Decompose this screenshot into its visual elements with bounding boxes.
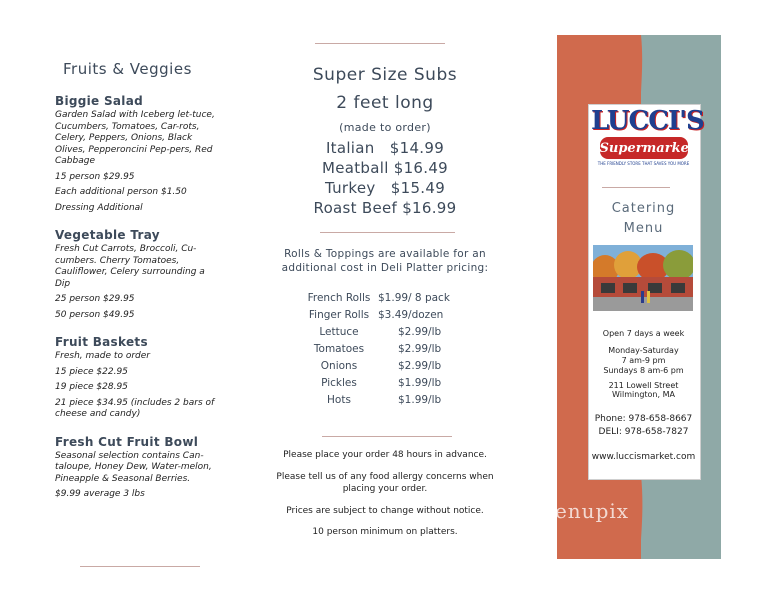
logo-main-text: LUCCI'S: [591, 106, 704, 136]
hours-weekday: 7 am-9 pm: [621, 356, 666, 365]
topping-price: $2.99/lb: [398, 326, 442, 338]
topping-row: [300, 377, 478, 394]
topping-name: French Rolls: [307, 292, 371, 304]
toppings-table: [300, 292, 478, 411]
topping-row: [300, 309, 478, 326]
sub-price-turkey: Turkey $15.49: [324, 179, 446, 197]
item-title: Fresh Cut Fruit Bowl: [55, 434, 199, 449]
store-photo: [593, 245, 693, 311]
item-description: Fresh, made to order: [55, 351, 150, 361]
notice-advance: Please place your order 48 hours in advance.: [283, 450, 487, 460]
subs-title: Super Size Subs: [312, 65, 458, 85]
sub-price-meatball: Meatball $16.49: [321, 159, 449, 177]
catering-title-line1: Catering: [611, 201, 676, 216]
topping-price: $1.99/lb: [398, 394, 442, 406]
deli-number: DELI: 978-658-7827: [598, 427, 689, 437]
item-price: 15 piece $22.95: [55, 366, 128, 377]
item-price: $9.99 average 3 lbs: [55, 489, 145, 499]
hours-weekday-label: Monday-Saturday: [608, 346, 679, 355]
notice-minimum: 10 person minimum on platters.: [312, 527, 458, 537]
topping-price: $3.49/dozen: [378, 309, 444, 321]
item-price: 19 piece $28.95: [55, 382, 128, 392]
menu-item-fruit-bowl: [55, 435, 215, 501]
address-street: 211 Lowell Street: [608, 381, 679, 390]
notice-prices: Prices are subject to change without notice.: [286, 506, 484, 516]
logo-banner: [599, 137, 695, 159]
hours-sunday: Sundays 8 am-6 pm: [603, 366, 684, 375]
rolls-note: Rolls & Toppings are available for an additional cost in Deli Platter pricing:: [281, 248, 489, 274]
topping-row: [300, 326, 478, 343]
divider: [602, 187, 670, 188]
catering-title-line2: Menu: [623, 221, 664, 236]
topping-name: Lettuce: [319, 326, 359, 338]
item-title: Biggie Salad: [55, 94, 144, 108]
phone-number: Phone: 978-658-8667: [594, 414, 693, 424]
store-logo: [591, 106, 704, 179]
topping-row: [300, 360, 478, 377]
topping-price: $2.99/lb: [398, 360, 442, 372]
item-title: Vegetable Tray: [55, 228, 160, 242]
topping-name: Hots: [327, 394, 351, 406]
logo-tagline: THE FRIENDLY STORE THAT SAVES YOU MORE: [597, 161, 690, 166]
menu-item-biggie-salad: [55, 94, 215, 214]
topping-name: Tomatoes: [313, 343, 365, 355]
item-price: 25 person $29.95: [55, 294, 135, 304]
item-price: 15 person $29.95: [55, 171, 135, 182]
sub-price-roast-beef: Roast Beef $16.99: [313, 199, 457, 217]
divider: [322, 436, 452, 437]
item-description: Garden Salad with Iceberg let-tuce, Cucumbers, Tomatoes, Car-rots, Celery, Peppers, Onions, Black Olives, Pepperoncini Pep-pers, Red Cabbage: [55, 110, 215, 166]
item-description: Fresh Cut Carrots, Broccoli, Cu-cumbers. Cherry Tomatoes, Cauliflower, Celery surrounding a Dip: [55, 244, 205, 289]
item-description: Seasonal selection contains Can-taloupe, Honey Dew, Water-melon, Pineapple & Seasonal Berries.: [55, 450, 212, 484]
topping-price: $2.99/lb: [398, 343, 442, 355]
website-link[interactable]: www.luccismarket.com: [591, 452, 696, 462]
item-price: Each additional person $1.50: [55, 187, 187, 197]
logo-sub-text: Supermarket: [599, 141, 695, 156]
address-city: Wilmington, MA: [612, 390, 675, 399]
topping-row: [300, 343, 478, 360]
watermark: menupix: [535, 499, 630, 523]
divider: [80, 566, 200, 567]
sub-price-italian: Italian $14.99: [325, 139, 445, 157]
topping-price: $1.99/ 8 pack: [378, 292, 450, 304]
item-title: Fruit Baskets: [55, 335, 148, 349]
subs-note: (made to order): [339, 121, 431, 134]
topping-price: $1.99/lb: [398, 377, 442, 389]
menu-item-vegetable-tray: [55, 228, 215, 321]
fruits-veggies-section: [55, 60, 215, 515]
item-price: 50 person $49.95: [55, 309, 135, 320]
topping-row: [300, 292, 478, 309]
item-price: 21 piece $34.95 (includes 2 bars of cheese and candy): [55, 397, 215, 419]
menu-item-fruit-baskets: [55, 335, 215, 421]
fruits-heading: Fruits & Veggies: [63, 60, 192, 78]
open-days: Open 7 days a week: [602, 329, 685, 338]
item-note: Dressing Additional: [55, 202, 143, 213]
divider: [315, 43, 445, 44]
divider: [320, 232, 455, 233]
subs-subtitle: 2 feet long: [336, 93, 434, 113]
subs-section: [270, 64, 500, 218]
notice-allergy: Please tell us of any food allergy concerns when placing your order.: [276, 472, 494, 494]
topping-row: [300, 394, 478, 411]
topping-name: Finger Rolls: [308, 309, 370, 321]
topping-name: Pickles: [321, 377, 357, 389]
topping-name: Onions: [320, 360, 358, 372]
